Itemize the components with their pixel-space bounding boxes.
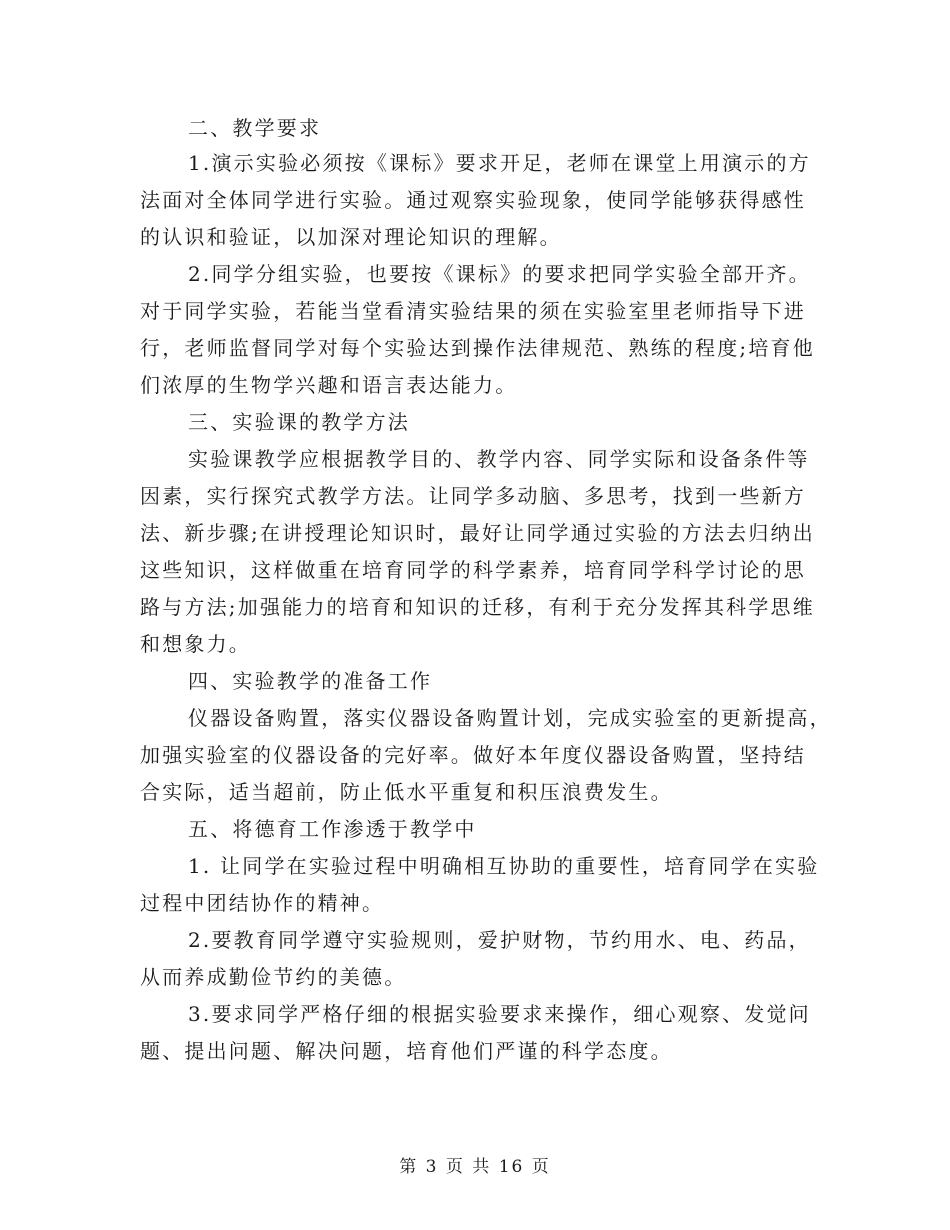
paragraph-line: 1.演示实验必须按《课标》要求开足，老师在课堂上用演示的方 — [188, 151, 811, 175]
paragraph-line: 2.同学分组实验，也要按《课标》的要求把同学实验全部开齐。 — [188, 262, 811, 286]
paragraph-line: 仪器设备购置，落实仪器设备购置计划，完成实验室的更新提高， — [188, 706, 832, 730]
paragraph-line: 这些知识，这样做重在培育同学的科学素养，培育同学科学讨论的思 — [140, 558, 806, 582]
paragraph-line: 和想象力。 — [140, 632, 251, 656]
paragraph-line: 合实际，适当超前，防止低水平重复和积压浪费发生。 — [140, 780, 673, 804]
paragraph-line: 题、提出问题、解决问题，培育他们严谨的科学态度。 — [140, 1039, 673, 1063]
paragraph-line: 法、新步骤;在讲授理论知识时，最好让同学通过实验的方法去归纳出 — [140, 521, 815, 545]
page-number-footer: 第 3 页 共 16 页 — [399, 1157, 551, 1177]
paragraph-line: 路与方法;加强能力的培育和知识的迁移，有利于充分发挥其科学思维 — [140, 595, 815, 619]
paragraph-line: 加强实验室的仪器设备的完好率。做好本年度仪器设备购置，坚持结 — [140, 743, 806, 767]
paragraph-line: 们浓厚的生物学兴趣和语言表达能力。 — [140, 373, 518, 397]
paragraph-line: 2.要教育同学遵守实验规则，爱护财物，节约用水、电、药品， — [188, 928, 811, 952]
paragraph-line: 行，老师监督同学对每个实验达到操作法律规范、熟练的程度;培育他 — [140, 336, 815, 360]
paragraph-line: 对于同学实验，若能当堂看清实验结果的须在实验室里老师指导下进 — [140, 299, 806, 323]
heading-teaching-requirements: 二、教学要求 — [188, 116, 322, 140]
heading-lab-teaching-methods: 三、实验课的教学方法 — [188, 410, 410, 434]
paragraph-line: 过程中团结协作的精神。 — [140, 891, 385, 915]
heading-preparation-work: 四、实验教学的准备工作 — [188, 669, 433, 693]
paragraph-line: 1. 让同学在实验过程中明确相互协助的重要性，培育同学在实验 — [188, 854, 820, 878]
paragraph-line: 实验课教学应根据教学目的、教学内容、同学实际和设备条件等 — [188, 447, 810, 471]
paragraph-line: 从而养成勤俭节约的美德。 — [140, 965, 407, 989]
paragraph-line: 3.要求同学严格仔细的根据实验要求来操作，细心观察、发觉问 — [188, 1002, 811, 1026]
paragraph-line: 的认识和验证，以加深对理论知识的理解。 — [140, 225, 562, 249]
paragraph-line: 因素，实行探究式教学方法。让同学多动脑、多思考，找到一些新方 — [140, 484, 806, 508]
heading-moral-education: 五、将德育工作渗透于教学中 — [188, 817, 477, 841]
paragraph-line: 法面对全体同学进行实验。通过观察实验现象，使同学能够获得感性 — [140, 188, 806, 212]
